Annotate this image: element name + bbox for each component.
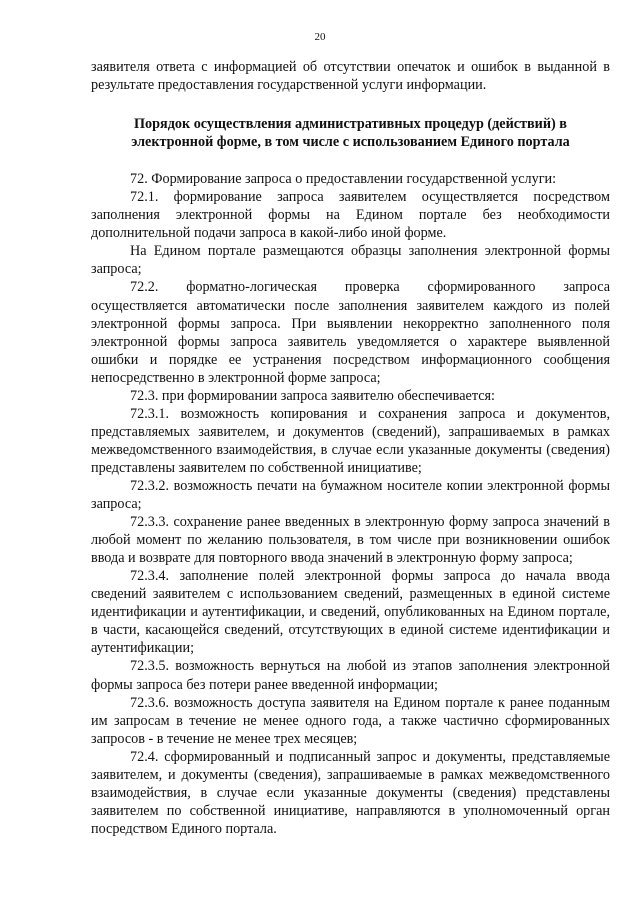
paragraph-72-3: 72.3. при формировании запроса заявителю обеспечивается: [130,387,495,404]
paragraph-72: 72. Формирование запроса о предоставлении государственной услуги: [130,171,557,188]
paragraph-72-3-4: 72.3.4. заполнение полей электронной формы запроса до начала ввода сведений заявителем с использованием сведений, размещенных в единой системе идентификации и аутентификации, и сведений, опубликованных на Едином портале, в части, касающейся сведений, отсутствующих в единой системе идентификации и аутентификации; [91,568,610,657]
paragraph-72-3-5: 72.3.5. возможность вернуться на любой из этапов заполнения электронной формы запроса без потери ранее введенной информации; [91,658,610,693]
paragraph-samples: На Едином портале размещаются образцы заполнения электронной формы запроса; [91,243,610,278]
paragraph-72-4: 72.4. сформированный и подписанный запрос и документы, представляемые заявителем, и документы (сведения), запрашиваемые в рамках межведомственного взаимодействия, в случае если указанные документы (сведения) представлены заявителем по собственной инициативе, направляются в уполномоченный орган посредством Единого портала. [91,748,610,837]
intro-paragraph: заявителя ответа с информацией об отсутствии опечаток и ошибок в выданной в результате предоставления государственной услуги информации. [91,59,610,94]
paragraph-72-3-2: 72.3.2. возможность печати на бумажном носителе копии электронной формы запроса; [91,477,610,513]
paragraph-72-3-3: 72.3.3. сохранение ранее введенных в электронную форму запроса значений в любой момент по желанию пользователя, в том числе при возникновении ошибок ввода и возврате для повторного ввода значений в электронную форму запроса; [91,514,610,567]
paragraph-72-3-1: 72.3.1. возможность копирования и сохранения запроса и документов, представляемых заявителем, и документов (сведений), запрашиваемых в рамках межведомственного взаимодействия, в случае если указанные документы (сведения) представлены заявителем по собственной инициативе; [91,405,610,476]
paragraph-72-3-6: 72.3.6. возможность доступа заявителя на Едином портале к ранее поданным им запросам в течение не менее одного года, а также частично сформированных запросов - в течение не менее трех месяцев; [91,694,610,747]
paragraph-72-2: 72.2. форматно-логическая проверка сформированного запроса осуществляется автоматически после заполнения заявителем каждого из полей электронной формы запроса. При выявлении некорректно заполненного поля электронной формы запроса заявитель уведомляется о характере выявленной ошибки и порядке ее устранения посредством информационного сообщения непосредственно в электронной форме запроса; [91,279,610,386]
section-heading-line-1: Порядок осуществления административных процедур (действий) в [134,116,567,133]
section-heading-line-2: электронной форме, в том числе с использованием Единого портала [131,134,570,151]
document-body [91,58,610,838]
section-heading [91,115,610,151]
paragraph-72-1: 72.1. формирование запроса заявителем осуществляется посредством заполнения электронной формы на Едином портале без необходимости дополнительной подачи запроса в какой-либо иной форме. [91,189,610,242]
page-number: 20 [314,31,326,43]
